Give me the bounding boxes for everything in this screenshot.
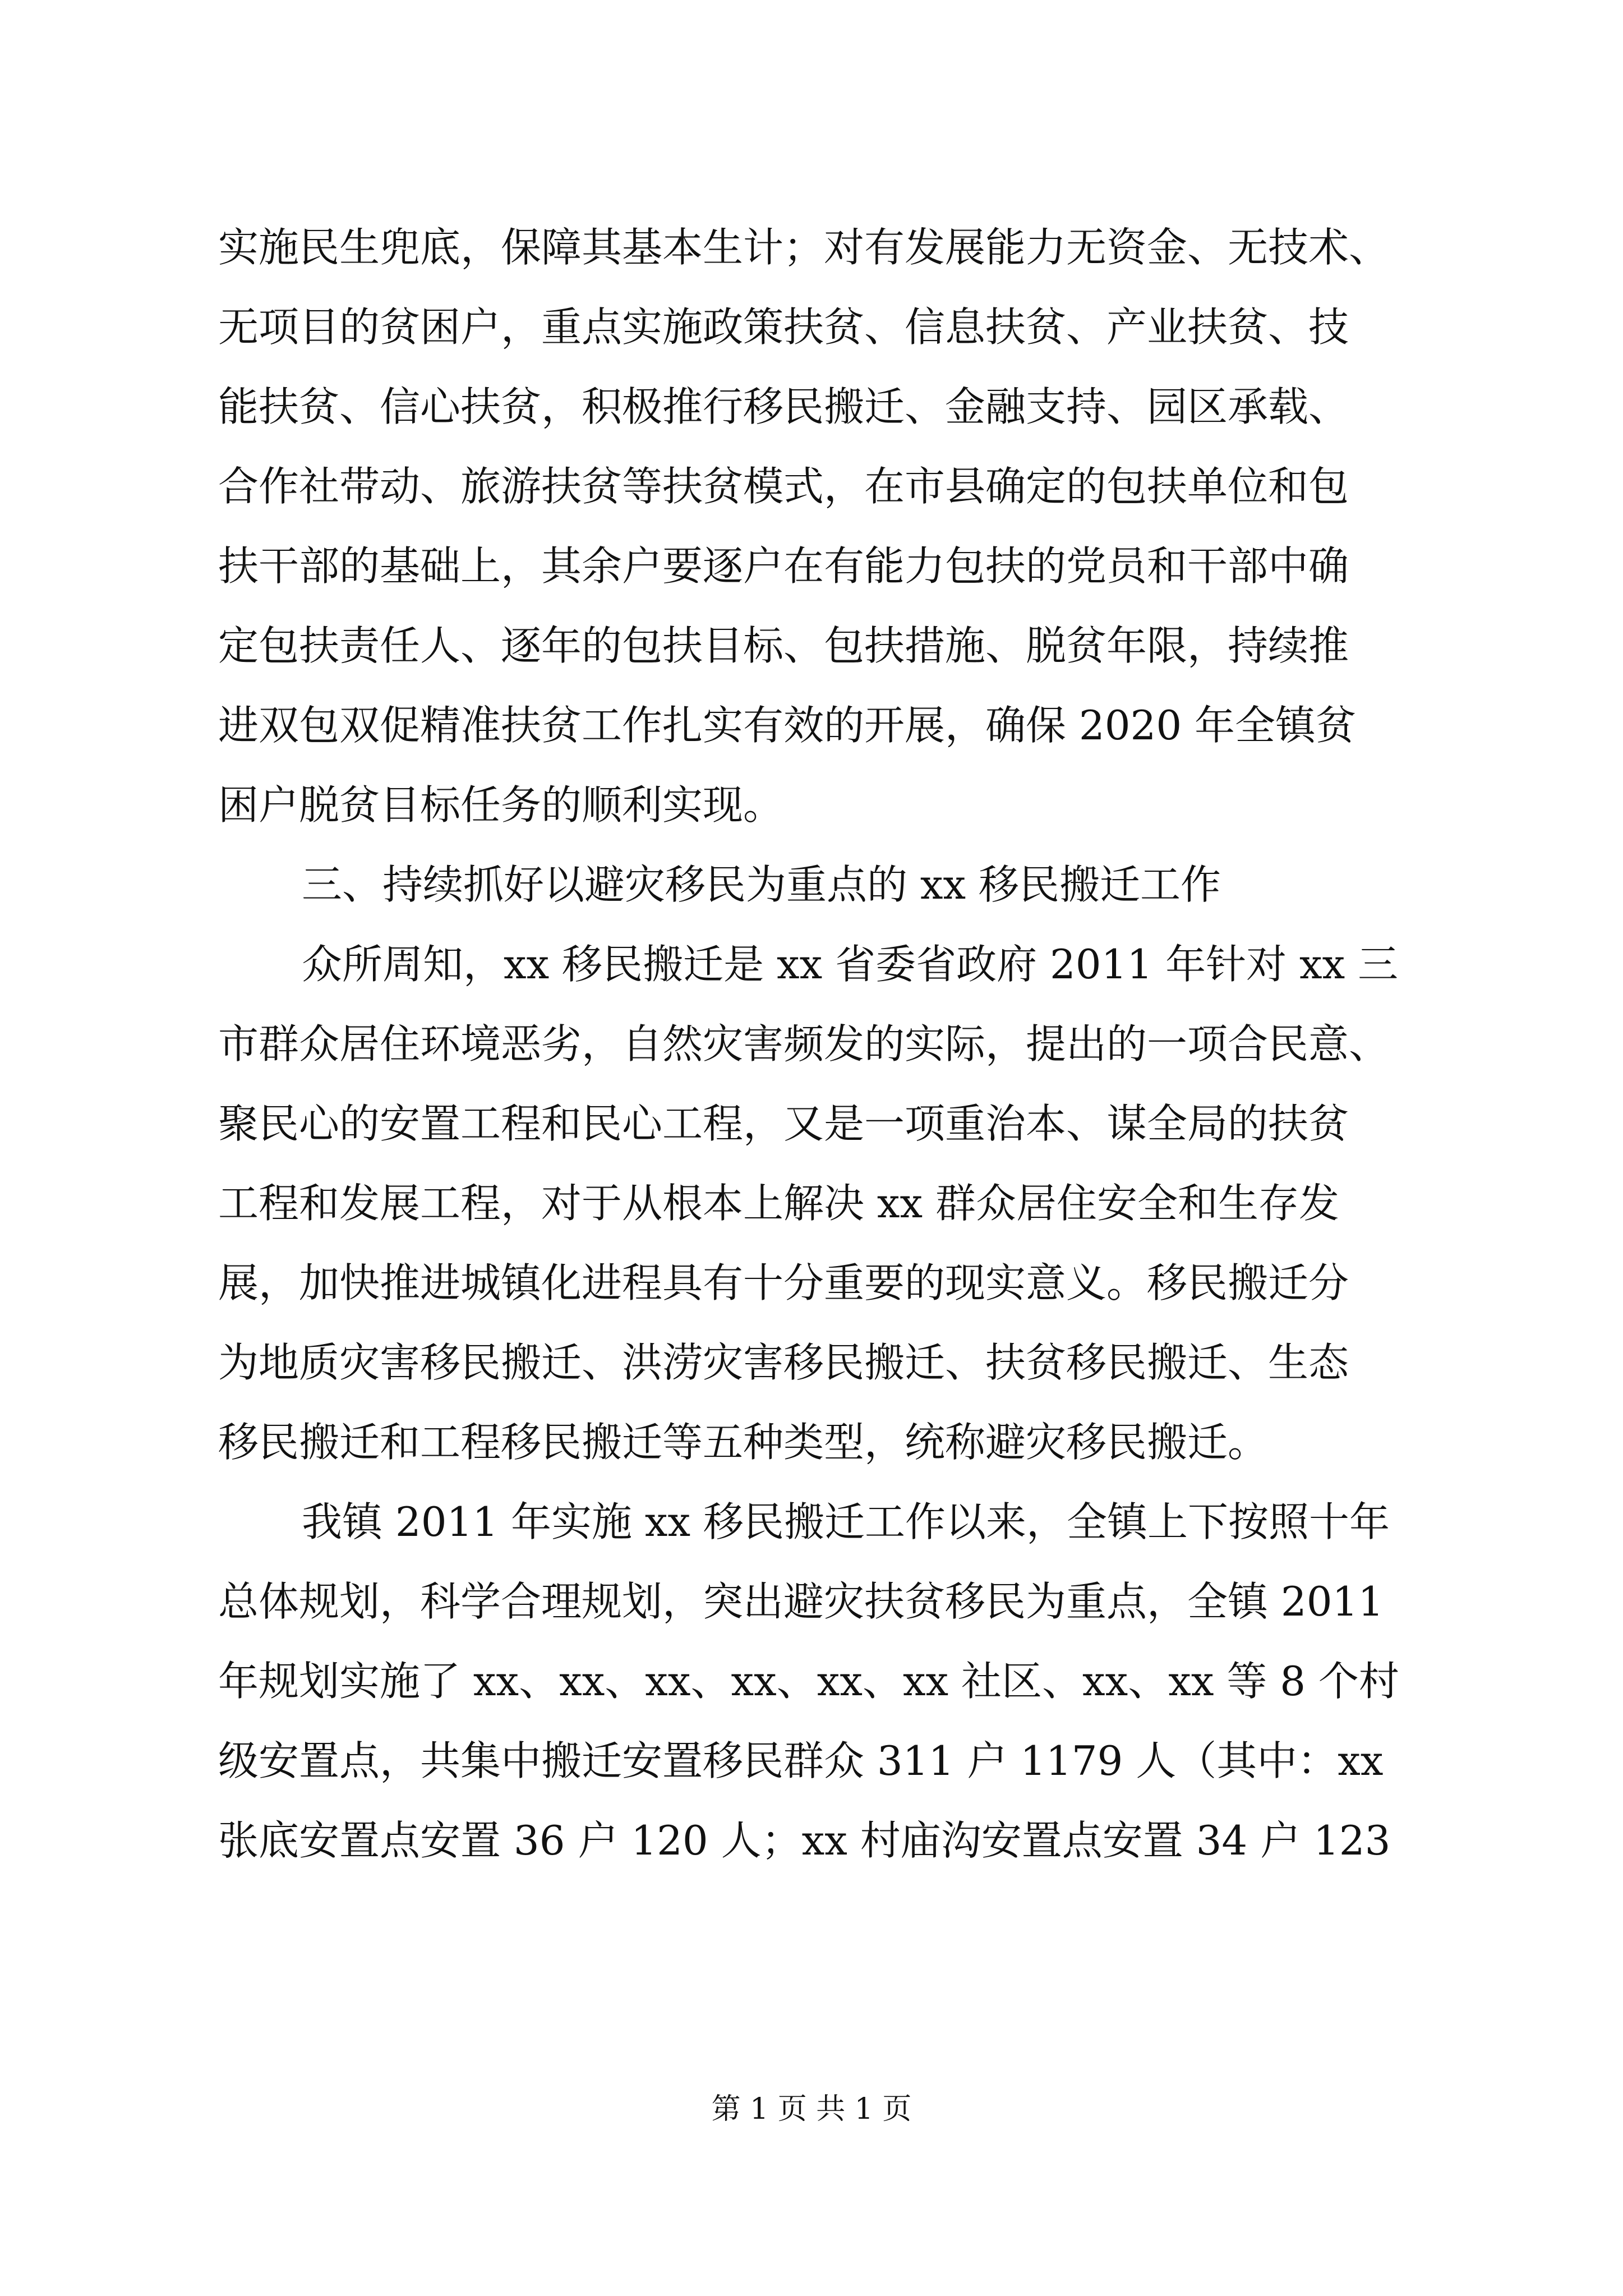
text-line: 聚民心的安置工程和民心工程，又是一项重治本、谋全局的扶贫 <box>218 1100 1349 1147</box>
text-line: 展，加快推进城镇化进程具有十分重要的现实意义。移民搬迁分 <box>218 1259 1349 1306</box>
text-line: 我镇 2011 年实施 xx 移民搬迁工作以来，全镇上下按照十年 <box>302 1498 1390 1545</box>
text-line: 市群众居住环境恶劣，自然灾害频发的实际，提出的一项合民意、 <box>218 1020 1390 1068</box>
page-footer: 第 1 页 共 1 页 <box>711 2092 912 2126</box>
text-line: 进双包双促精准扶贫工作扎实有效的开展，确保 2020 年全镇贫 <box>218 702 1357 749</box>
text-line: 级安置点，共集中搬迁安置移民群众 311 户 1179 人（其中：xx <box>218 1737 1384 1784</box>
text-line: 张底安置点安置 36 户 120 人；xx 村庙沟安置点安置 34 户 123 <box>218 1817 1391 1864</box>
text-line: 困户脱贫目标任务的顺利实现。 <box>218 781 784 829</box>
text-line: 合作社带动、旅游扶贫等扶贫模式，在市县确定的包扶单位和包 <box>218 463 1349 510</box>
text-line: 定包扶责任人、逐年的包扶目标、包扶措施、脱贫年限，持续推 <box>218 622 1349 669</box>
text-line: 总体规划，科学合理规划，突出避灾扶贫移民为重点，全镇 2011 <box>218 1578 1384 1625</box>
text-line: 年规划实施了 xx、xx、xx、xx、xx、xx 社区、xx、xx 等 8 个村 <box>218 1658 1399 1705</box>
text-line: 移民搬迁和工程移民搬迁等五种类型，统称避灾移民搬迁。 <box>218 1419 1269 1466</box>
text-line: 扶干部的基础上，其余户要逐户在有能力包扶的党员和干部中确 <box>218 542 1349 590</box>
text-line: 无项目的贫困户，重点实施政策扶贫、信息扶贫、产业扶贫、技 <box>218 303 1349 351</box>
text-line: 能扶贫、信心扶贫，积极推行移民搬迁、金融支持、园区承载、 <box>218 383 1349 430</box>
text-line: 实施民生兜底，保障其基本生计；对有发展能力无资金、无技术、 <box>218 224 1390 271</box>
text-line: 为地质灾害移民搬迁、洪涝灾害移民搬迁、扶贫移民搬迁、生态 <box>218 1339 1349 1386</box>
section-heading: 三、持续抓好以避灾移民为重点的 xx 移民搬迁工作 <box>302 861 1221 908</box>
text-line: 众所周知，xx 移民搬迁是 xx 省委省政府 2011 年针对 xx 三 <box>302 941 1399 988</box>
document-body <box>218 208 1430 1880</box>
text-line: 工程和发展工程，对于从根本上解决 xx 群众居住安全和生存发 <box>218 1180 1339 1227</box>
